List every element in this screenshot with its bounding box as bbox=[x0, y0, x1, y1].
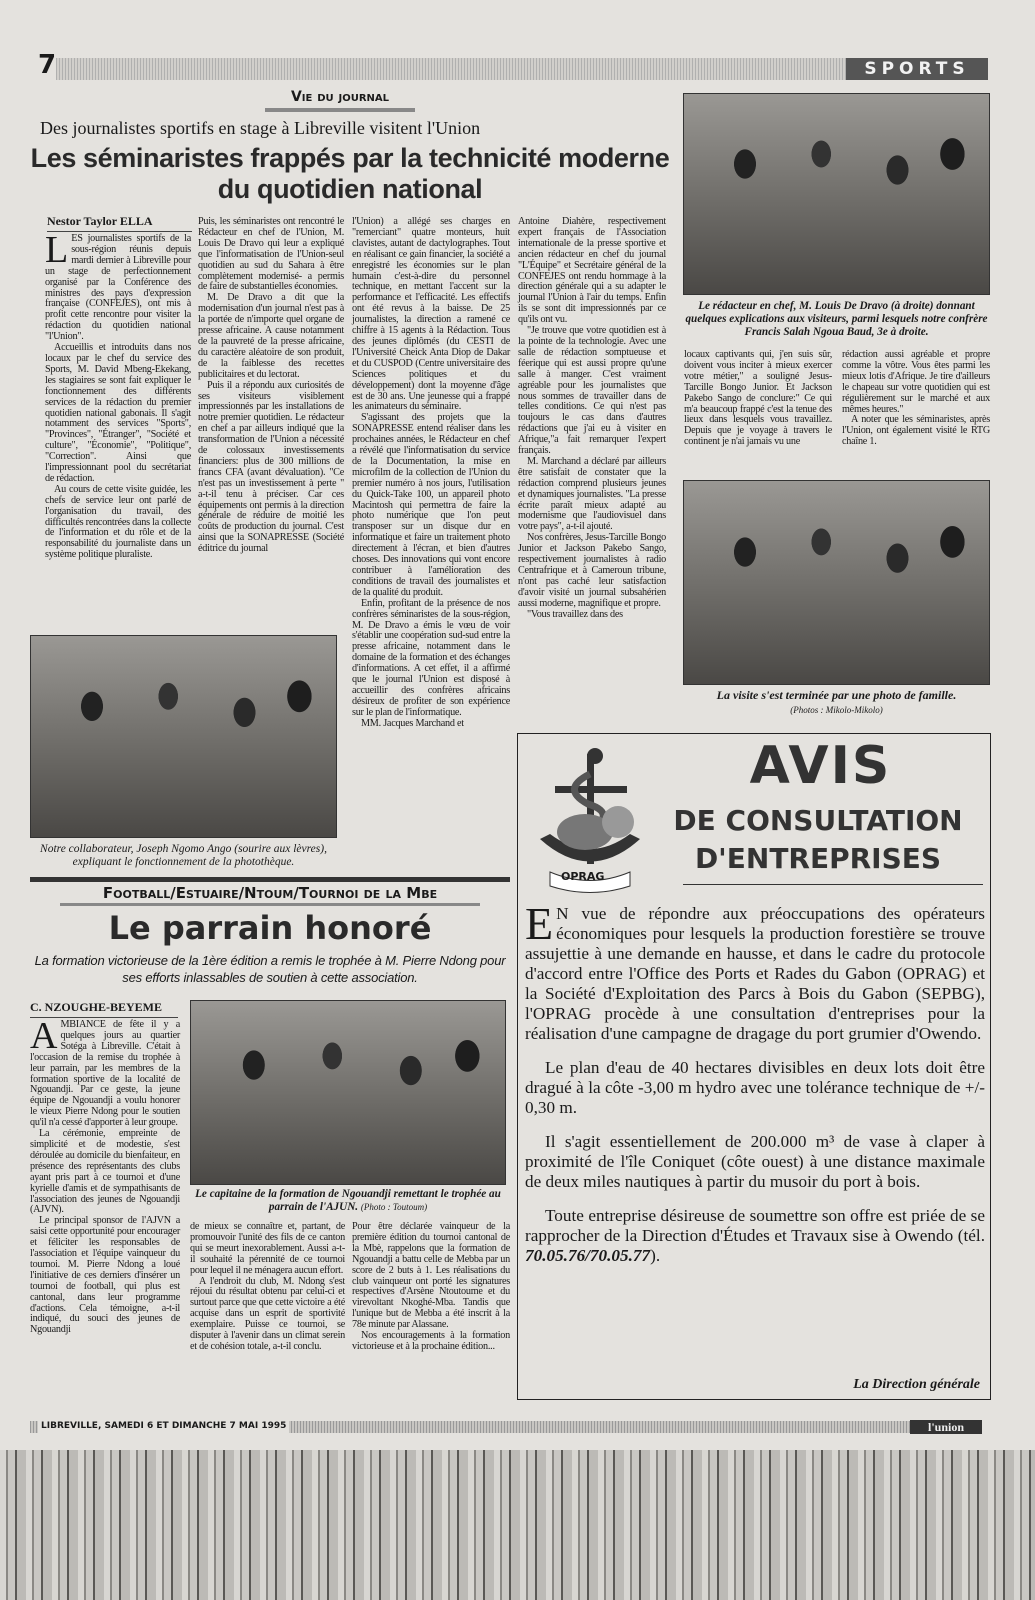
notice-box bbox=[517, 733, 991, 1400]
photo-top-caption: Le rédacteur en chef, M. Louis De Dravo (à droite) donnant quelques explications aux visiteurs, parmi lesquels notre confrère Francis Salah Ngoua Baud, 3e à droite. bbox=[685, 300, 988, 338]
page-number: 7 bbox=[38, 50, 57, 80]
paragraph: Le principal sponsor de l'AJVN a saisi cette opportunité pour encourager et féliciter les responsables de l'association et l'équipe vainqueur du tournoi. M. Pierre Ndong a loué l'initiative de ces derniers d'insérer un tournoi de football, qui plus est cantonal, dans leur programme d'actions. Cela témoigne, a-t-il indiqué, du souci des jeunes de Ngouandji bbox=[30, 1215, 180, 1336]
section-divider bbox=[30, 877, 510, 882]
header-bar bbox=[56, 58, 846, 80]
paragraph: Nos encouragements à la formation victorieuse et à la prochaine édition... bbox=[352, 1330, 510, 1352]
photo-left-caption: Notre collaborateur, Joseph Ngomo Ango (sourire aux lèvres), expliquant le fonctionnement de la photothèque. bbox=[40, 843, 327, 868]
paragraph: A l'endroit du club, M. Ndong s'est réjoui du résultat obtenu par celui-ci et surtout parce que que cette victoire a été acquise dans un esprit de sportivité exemplaire. Puisse ce tournoi, se disputer à l'avenir dans un climat serein et de cohésion totale, a-t-il conclu. bbox=[190, 1275, 345, 1352]
paragraph: de mieux se connaître et, partant, de promouvoir l'unité des fils de ce canton qui se meurt inexorablement. Aussi a-t-il souhaité la pérennité de ce tournoi pour lequel il ne ménagera aucun effort. bbox=[190, 1221, 345, 1276]
paragraph: Antoine Diahère, respectivement expert français de l'Association internationale de la presse sportive et ancien rédacteur en chef du journal "L'Équipe" et Secrétaire général de la CONFEJES ont rendu hommage à la direction générale qui a su adapter le journal l'Union à l'air du temps. Enfin ils se sont dit impressionnés par ce qu'ils ont vu. bbox=[518, 216, 666, 326]
paragraph-text: MBIANCE de fête il y a quelques jours au quartier Sotéga à Libreville. C'était à l'occasion de la remise du trophée à leur parrain, par les membres de la formation sportive de la localité de Ngouandji. Par ce geste, la jeune équipe de Ngouandji a voulu honorer le vieux Pierre Ndong pour le soutien qu'il n'a cessé d'apporter à leur groupe. bbox=[30, 1019, 180, 1129]
paragraph: Pour être déclarée vainqueur de la première édition du tournoi cantonal de la Mbè, rappelons que la formation de Ngouandji a battu celle de Mebba par un score de 2 buts à 1. Les réalisations du club vainqueur ont porté les signatures respectives d'Arsène Ntoutoume et du virevoltant Nkoghé-Mba. Tandis que l'unique but de Mebba a été inscrit à la 78e minute par Alassane. bbox=[352, 1221, 510, 1331]
rubric-underline bbox=[60, 903, 480, 906]
photo-family-credit: (Photos : Mikolo-Mikolo) bbox=[790, 705, 883, 715]
article2-headline: Le parrain honoré bbox=[108, 909, 432, 947]
article1-column bbox=[684, 350, 832, 448]
paragraph: La cérémonie, empreinte de simplicité et de modestie, s'est déroulée au domicile du bienfaiteur, en présence des représentants des clubs ayant pris part à ce tournoi et d'une kyrielle d'amis et de sympathisants de l'association des jeunes de Ngouandji (AJVN). bbox=[30, 1128, 180, 1216]
paragraph: M. Marchand a déclaré par ailleurs être satisfait de constater que la rédaction comprend plusieurs jeunes et dynamiques journalistes. "La presse écrite paraît mieux adapté au modernisme que l'audiovisuel dans votre pays", a-t-il ajouté. bbox=[518, 455, 666, 533]
footer-dateline: LIBREVILLE, SAMEDI 6 ET DIMANCHE 7 MAI 1995 bbox=[38, 1420, 289, 1433]
photo-credit: (Photo : Toutoum) bbox=[360, 1202, 428, 1212]
paragraph: Puis, les séminaristes ont rencontré le Rédacteur en chef de l'Union, M. Louis De Dravo qui leur a expliqué que l'informatisation de l'Union-seul quotidien au sud du Sahara à être complètement modernisé- a permis de faire de substantielles économies. bbox=[198, 216, 344, 293]
paragraph: Puis il a répondu aux curiosités de ses visiteurs visiblement impressionnés par les installations de notre premier quotidien. Le rédacteur en chef a par ailleurs indiqué que la transformation de l'Union a nécessité de colossaux investissements financiers: plus de 300 millions de francs CFA (avant dévaluation). "Ce n'est pas un investissement à perte " a-t-il tenu à préciser. Car ces équipements ont permis à la direction générale de réduire de moitié les coûts de production du journal. C'est ainsi que la SONAPRESSE (Société éditrice du journal bbox=[198, 379, 344, 555]
paragraph bbox=[30, 1015, 180, 1129]
paragraph: l'Union) a allégé ses charges en "remerciant" quatre monteurs, huit clavistes, autant de dactylographes. Tout en réalisant ce gain financier, la société a enregistré les économies sur le plan humain c'est-à-dire du personnel technique, en mettant l'accent sur la performance et l'efficacité. Les effectifs ont été revus à la baisse. De 25 journalistes, la direction a ramené ce chiffre à 15 agents à la Rédaction. Tous des jeunes diplômés (du CESTI de l'Université Cheick Anta Diop de Dakar et du CUSPOD (Centre universitaire des Sciences politiques et du développement) dont la moyenne d'âge est de 30 ans. Une jeunesse qui a frappé les animateurs du séminaire. bbox=[352, 216, 510, 413]
photo-family bbox=[683, 480, 990, 685]
article1-column bbox=[198, 217, 344, 555]
notice-text: Toute entreprise désireuse de soumettre son offre est priée de se rapprocher de la Direction d'Études et Travaux sise à Owendo (tél. bbox=[525, 1206, 985, 1245]
photo-phototheque bbox=[30, 635, 337, 838]
notice-signature: La Direction générale bbox=[853, 1377, 980, 1392]
article1-byline: Nestor Taylor ELLA bbox=[47, 214, 192, 232]
article2-byline: C. NZOUGHE-BEYEME bbox=[30, 1000, 178, 1018]
paragraph: A noter que les séminaristes, après l'Union, ont également visité le RTG chaîne 1. bbox=[842, 414, 990, 448]
article1-rubric: Vie du journal bbox=[290, 89, 390, 105]
paragraph: Enfin, profitant de la présence de nos confrères séminaristes de la sous-région, M. De Dravo a émis le vœu de voir s'établir une coopération sud-sud entre la presse africaine, notamment dans le domaine de la formation et des échanges d'informations. A cet effet, il a affirmé que le journal l'Union est disposé à accueillir des confrères africains désireux de profiter de son expérience sur le plan de l'informatique. bbox=[352, 597, 510, 718]
article2-rubric: Football/Estuaire/Ntoum/Tournoi de la Mbe bbox=[102, 884, 438, 902]
article1-column bbox=[842, 350, 990, 448]
dropcap: A bbox=[30, 1015, 58, 1057]
paragraph: M. De Dravo a dit que la modernisation d'un journal n'est pas à la portée de n'importe quel organe de presse africaine. A cause notamment de la pauvreté de la presse africaine, du caractère aléatoire de son produit, de la faiblesse des recettes publicitaires et du lectorat. bbox=[198, 292, 344, 380]
scan-artifact bbox=[0, 1450, 1035, 1600]
paragraph: Accueillis et introduits dans nos locaux par le chef du service des Sports, M. David Mbeng-Ekekang, les stagiaires se sont fait expliquer le fonctionnement des différents services de la rédaction du premier quotidien national gabonais. Il s'agit notamment des services "Sports", "Provinces", "Étranger", "Société et culture", "Économie", "Politique", "Correction". Ainsi que l'impressionnant pool du secrétariat de rédaction. bbox=[45, 342, 191, 484]
dropcap: E bbox=[525, 898, 554, 949]
paragraph: "Vous travaillez dans des bbox=[527, 608, 623, 620]
paragraph-text: ES journalistes sportifs de la sous-région réunis depuis mardi dernier à Libreville pour un stage de perfectionnement organisé par la Conférence des ministres des pays d'expression française (CONFEJES), ont mis à profit cette rencontre pour visiter la rédaction du quotidien national "l'Union". bbox=[45, 233, 191, 343]
section-label: SPORTS bbox=[846, 58, 988, 80]
article2-column bbox=[352, 1222, 510, 1353]
photo-trophy bbox=[190, 1000, 506, 1185]
photo-family-caption: La visite s'est terminée par une photo de famille. bbox=[716, 688, 957, 702]
paragraph bbox=[45, 229, 191, 343]
notice-title: AVIS bbox=[749, 736, 892, 796]
notice-paragraph bbox=[525, 1206, 985, 1266]
notice-subtitle-2: D'ENTREPRISES bbox=[694, 842, 942, 875]
notice-body bbox=[525, 898, 985, 1266]
article1-kicker: Des journalistes sportifs en stage à Libreville visitent l'Union bbox=[40, 118, 481, 138]
caption-text: Le capitaine de la formation de Ngouandji remettant le trophée au parrain de l'AJUN. bbox=[195, 1188, 501, 1213]
oprag-logo-text: OPRAG bbox=[561, 870, 605, 883]
photo-trophy-caption bbox=[190, 1188, 506, 1214]
article1-headline: Les séminaristes frappés par la technicité moderne du quotidien national bbox=[30, 143, 670, 204]
article2-standfirst: La formation victorieuse de la 1ère édition a remis le trophée à M. Pierre Ndong pour ses efforts inlassables de soutien à cette association. bbox=[34, 953, 506, 985]
paragraph: Nos confrères, Jesus-Tarcille Bongo Junior et Jackson Pakebo Sango, respectivement journalistes à radio Centrafrique et à Cameroun tribune, n'ont pas caché leur satisfaction d'avoir visité un journal subsahérien aussi moderne, magnifique et propre. bbox=[518, 532, 666, 609]
article1-column bbox=[518, 217, 666, 621]
article1-column bbox=[352, 217, 510, 730]
rubric-underline bbox=[265, 108, 415, 112]
paragraph: rédaction aussi agréable et propre comme la vôtre. Vous êtes parmi les mieux lotis d'Afrique. Je tire d'ailleurs le chapeau sur votre quotidien qui est régulièrement sur le marché et aux mêmes heures." bbox=[842, 349, 990, 415]
article2-column bbox=[30, 1015, 180, 1336]
notice-text: ). bbox=[650, 1246, 661, 1265]
photo-editor-explaining bbox=[683, 93, 990, 295]
notice-paragraph: Il s'agit essentiellement de 200.000 m³ de vase à claper à proximité de l'île Coniquet (côte ouest) à une distance maximale de deux miles nautiques à partir du musoir du port à bois. bbox=[525, 1132, 985, 1191]
paragraph: locaux captivants qui, j'en suis sûr, doivent vous inciter à mieux exercer votre métier," a souligné Jesus-Tarcille Bongo Junior. Et Jackson Pakebo Sango de conclure:" Ce qui m'a beaucoup frappé c'est la tenue des lieux dans lesquels vous travaillez. Depuis que je voyage à travers le continent je n'ai jamais vu une bbox=[684, 349, 832, 448]
paragraph: MM. Jacques Marchand et bbox=[361, 717, 464, 729]
paragraph: Au cours de cette visite guidée, les chefs de service leur ont parlé de l'organisation du travail, des difficultés rencontrées dans la collecte de l'information et du rôle et de la responsabilité du journaliste dans un système politique pluraliste. bbox=[45, 483, 191, 561]
notice-text: N vue de répondre aux préoccupations des opérateurs économiques pour lesquels la production forestière se trouve assujettie à une demande en hausse, et dans le cadre du protocole d'accord entre l'Office des Ports et Rades du Gabon (OPRAG) et la Société d'Exploitation des Parcs à Bois du Gabon (SEPBG), l'OPRAG procède à une consultation d'entreprises pour la réalisation d'une campagne de dragage du port grumier d'Owendo. bbox=[525, 904, 985, 1043]
phone-number: 70.05.76/70.05.77 bbox=[525, 1246, 651, 1265]
notice-paragraph bbox=[525, 898, 985, 1044]
notice-paragraph: Le plan d'eau de 40 hectares divisibles en deux lots doit être dragué à la côte -3,00 m hydro avec une tolérance technique de +/- 0,30 m. bbox=[525, 1058, 985, 1117]
footer-masthead: l'union bbox=[910, 1420, 982, 1434]
notice-rule bbox=[683, 884, 983, 885]
article1-column bbox=[45, 229, 191, 561]
article2-column bbox=[190, 1222, 345, 1353]
dropcap: L bbox=[45, 229, 69, 271]
paragraph: "Je trouve que votre quotidien est à la pointe de la technologie. Avec une salle de rédaction somptueuse et féerique qui est aussi propre qu'une salle à manger. C'est vraiment agréable pour les journalistes que nous sommes de travailler dans de telles conditions. Ce qui n'est pas toujours le cas dans d'autres rédactions que j'ai eu à visiter en Afrique,"a fait remarquer l'expert français. bbox=[518, 325, 666, 457]
notice-subtitle-1: DE CONSULTATION bbox=[673, 804, 963, 837]
paragraph: S'agissant des projets que la SONAPRESSE entend réaliser dans les prochaines années, le Rédacteur en chef a révélé que l'informatisation du service de la Documentation, la mise en microfilm de la collection de l'Union du premier numéro à nos jours, l'utilisation du Quick-Take 100, un appareil photo Macintosh qui permettra de faire la photo numérique que l'on peut transposer sur un disque dur en informatique et faire un traitement photo directement à l'écran, et bien d'autres choses. Des innovations qui vont encore contribuer à l'amélioration des conditions de travail des journalistes et de la qualité du produit. bbox=[352, 412, 510, 598]
